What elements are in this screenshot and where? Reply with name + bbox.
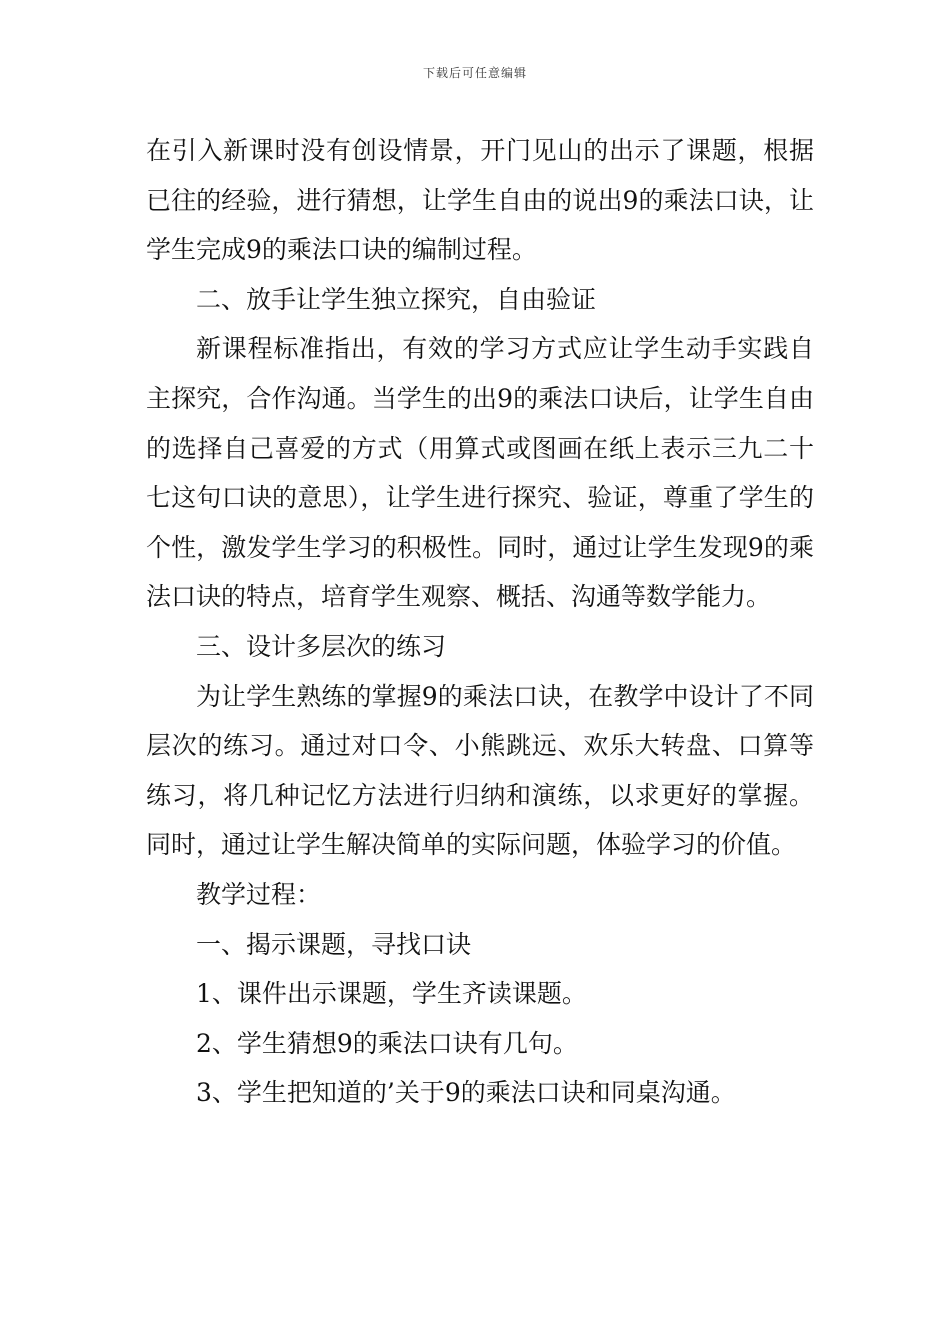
teaching-process-heading: 教学过程： <box>196 879 322 909</box>
list-item: 3、学生把知道的’关于9的乘法口诀和同桌沟通。 <box>196 1078 736 1108</box>
paragraph-intro: 在引入新课时没有创设情景，开门见山的出示了课题，根据已往的经验，进行猜想，让学生自由的说出9的乘法口诀，让学生完成9的乘法口诀的编制过程。 <box>146 136 814 265</box>
section-heading-3: 三、设计多层次的练习 <box>196 631 447 661</box>
step-heading-1: 一、揭示课题，寻找口诀 <box>196 929 472 959</box>
list-item: 2、学生猜想9的乘法口诀有几句。 <box>196 1028 578 1058</box>
paragraph-exploration: 新课程标准指出，有效的学习方式应让学生动手实践自主探究，合作沟通。当学生的出9的乘法口诀后，让学生自由的选择自己喜爱的方式（用算式或图画在纸上表示三九二十七这句口诀的意思），让学生进行探究、验证，尊重了学生的个性，激发学生学习的积极性。同时，通过让学生发现9的乘法口诀的特点，培育学生观察、概括、沟通等数学能力。 <box>146 334 814 612</box>
page-header-note: 下载后可任意编辑 <box>422 66 527 80</box>
document-body <box>146 126 814 1118</box>
section-heading-2: 二、放手让学生独立探究，自由验证 <box>196 284 597 314</box>
list-item: 1、课件出示课题，学生齐读课题。 <box>196 979 587 1009</box>
paragraph-practice: 为让学生熟练的掌握9的乘法口诀，在教学中设计了不同层次的练习。通过对口令、小熊跳远、欢乐大转盘、口算等练习，将几种记忆方法进行归纳和演练，以求更好的掌握。同时，通过让学生解决简单的实际问题，体验学习的价值。 <box>146 681 814 860</box>
